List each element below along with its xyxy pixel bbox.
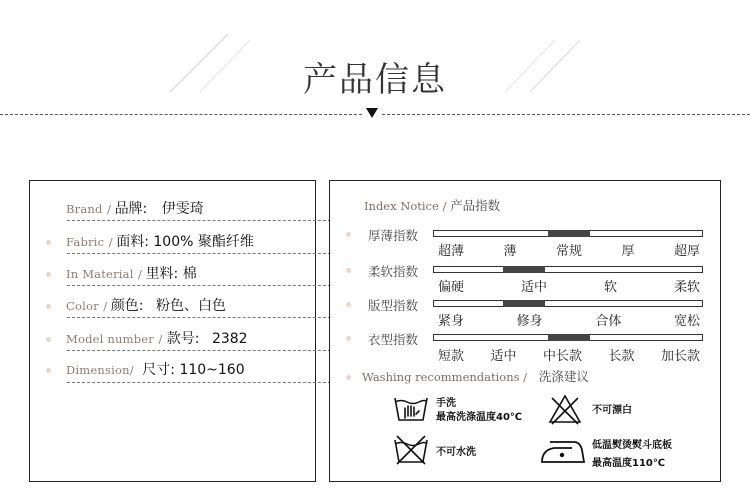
hand-wash-icon — [393, 394, 429, 424]
tick-label: 柔软 — [673, 280, 700, 295]
bullet-dot — [46, 337, 51, 342]
dimension-value: 110~160 — [179, 362, 245, 378]
iron-icon — [540, 436, 586, 466]
length-index-ticks — [438, 345, 700, 364]
fit-index-ticks — [438, 310, 700, 329]
tick-label: 紧身 — [438, 314, 465, 329]
tick-label: 厚 — [621, 244, 635, 259]
divider-right — [382, 114, 750, 115]
softness-index-ticks — [438, 276, 700, 295]
no-machine-wash-icon — [393, 434, 429, 466]
no-bleach-icon — [548, 394, 582, 426]
color-value: 粉色、白色 — [155, 298, 226, 314]
tick-label: 常规 — [555, 244, 582, 259]
in-material-row: In Material / 里料: 棉 — [66, 266, 197, 282]
length-index-fill — [548, 334, 590, 341]
model-number-value: 2382 — [211, 331, 248, 347]
tick-label: 加长款 — [660, 349, 700, 364]
index-notice-cn: 产品指数 — [450, 198, 501, 213]
thickness-index-label: 厚薄指数 — [368, 228, 419, 243]
tick-label: 合体 — [595, 314, 622, 329]
index-notice-en: Index Notice — [364, 199, 439, 213]
fabric-label-en: Fabric — [66, 235, 105, 249]
no-bleach-text: 不可漂白 — [592, 405, 632, 416]
in-material-label-cn: 里料: — [145, 266, 179, 282]
tick-label: 宽松 — [673, 314, 700, 329]
iron-text: 低温熨烫熨斗底板 最高温度110℃ — [592, 440, 672, 469]
bullet-dot — [346, 268, 351, 273]
tick-label: 软 — [603, 280, 617, 295]
tick-label: 修身 — [516, 314, 543, 329]
washing-en: Washing recommendations / — [362, 370, 528, 384]
fit-index-label: 版型指数 — [368, 298, 419, 313]
bullet-dot — [46, 240, 51, 245]
in-material-label-en: In Material — [66, 267, 134, 281]
washing-header — [362, 369, 589, 385]
softness-index-fill — [503, 266, 545, 273]
tick-label: 薄 — [503, 244, 517, 259]
bullet-dot — [46, 368, 51, 373]
divider-left — [0, 114, 362, 115]
fabric-row: Fabric / 面料: 100% 聚酯纤维 — [66, 234, 254, 250]
length-index-bar — [433, 334, 703, 341]
brand-label-en: Brand — [66, 202, 103, 216]
model-number-label-cn: 款号: — [166, 331, 200, 347]
bullet-dot — [46, 272, 51, 277]
product-info-panel — [29, 180, 316, 482]
no-machine-wash-text: 不可水洗 — [436, 447, 476, 458]
model-number-label-en: Model number — [66, 332, 154, 346]
tick-label: 长款 — [608, 349, 635, 364]
tick-label: 超薄 — [438, 244, 465, 259]
thickness-index-fill — [548, 230, 590, 237]
softness-index-bar — [433, 266, 703, 273]
row-divider — [67, 382, 331, 383]
softness-index-label: 柔软指数 — [368, 264, 419, 279]
row-divider — [67, 253, 331, 254]
brand-row: Brand / 品牌: 伊雯琦 — [66, 201, 204, 217]
in-material-value: 棉 — [182, 266, 197, 282]
tick-label: 偏硬 — [438, 280, 465, 295]
color-row: Color / 颜色: 粉色、白色 — [66, 298, 226, 314]
row-divider — [67, 285, 331, 286]
row-divider — [67, 317, 331, 318]
bullet-dot — [346, 336, 351, 341]
dimension-label-cn: 尺寸: — [142, 362, 175, 378]
tick-label: 适中 — [490, 349, 517, 364]
divider-arrow-icon — [366, 108, 378, 118]
washing-cn: 洗涤建议 — [538, 369, 589, 384]
fit-index-bar — [433, 300, 703, 307]
row-divider — [67, 350, 331, 351]
dimension-row — [66, 359, 306, 381]
index-notice-header: Index Notice / 产品指数 — [364, 198, 501, 213]
brand-value: 伊雯琦 — [161, 201, 204, 217]
bullet-dot — [346, 232, 351, 237]
tick-label: 中长款 — [542, 349, 582, 364]
fabric-label-cn: 面料: — [116, 234, 149, 250]
model-number-row: Model number / 款号: 2382 — [66, 331, 248, 347]
bullet-dot — [346, 302, 351, 307]
length-index-label: 衣型指数 — [368, 332, 419, 347]
tick-label: 适中 — [520, 280, 547, 295]
brand-label-cn: 品牌: — [114, 201, 148, 217]
thickness-index-bar — [433, 230, 703, 237]
color-label-en: Color — [66, 299, 99, 313]
color-label-cn: 颜色: — [110, 298, 144, 314]
hand-wash-text: 手洗 最高洗涤温度40℃ — [436, 398, 523, 423]
fit-index-fill — [503, 300, 545, 307]
tick-label: 超厚 — [673, 244, 700, 259]
dimension-label-en: Dimension/ — [66, 363, 134, 377]
tick-label: 短款 — [438, 349, 465, 364]
row-divider — [67, 220, 331, 221]
fabric-value: 100% 聚酯纤维 — [153, 234, 254, 250]
page-title: 产品信息 — [303, 60, 447, 100]
bullet-dot — [46, 304, 51, 309]
bullet-dot — [346, 375, 351, 380]
thickness-index-ticks — [438, 240, 700, 259]
